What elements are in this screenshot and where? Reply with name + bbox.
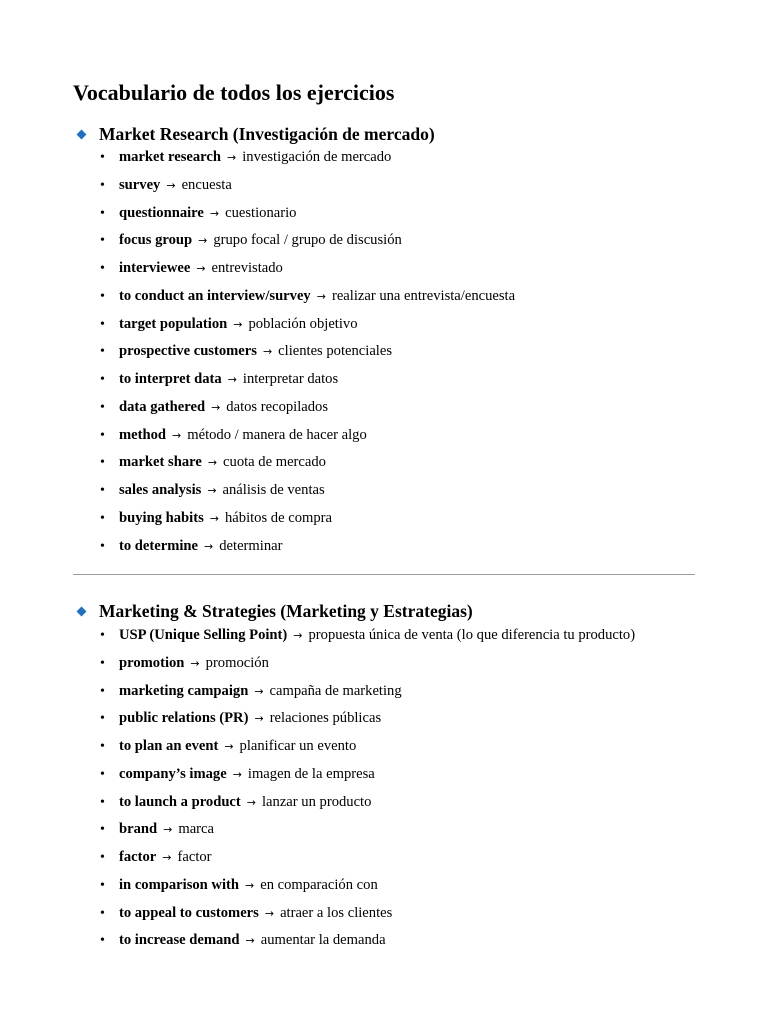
vocab-item <box>100 397 328 417</box>
vocab-term: brand <box>119 821 158 838</box>
section-divider <box>73 574 695 575</box>
vocab-item <box>100 480 325 500</box>
vocab-translation: hábitos de compra <box>225 509 332 526</box>
vocab-item <box>100 681 402 701</box>
bullet-icon: • <box>100 261 105 276</box>
bullet-icon: • <box>100 483 105 498</box>
vocab-translation: datos recopilados <box>226 398 329 415</box>
bullet-icon: • <box>100 233 105 249</box>
arrow-right-icon: → <box>316 289 326 303</box>
vocab-item <box>100 792 371 812</box>
arrow-right-icon: → <box>254 712 264 726</box>
bullet-icon: • <box>100 372 105 387</box>
bullet-icon: • <box>100 177 105 193</box>
vocab-term: interviewee <box>119 260 191 276</box>
arrow-right-icon: → <box>166 178 176 192</box>
bullet-icon: • <box>100 739 105 754</box>
vocab-item <box>100 875 378 895</box>
bullet-icon: • <box>100 877 105 893</box>
vocab-translation: investigación de mercado <box>242 149 392 165</box>
vocab-item <box>100 258 283 278</box>
vocab-term: to plan an event <box>119 738 219 754</box>
arrow-right-icon: → <box>245 934 255 948</box>
arrow-right-icon: → <box>163 823 173 837</box>
vocab-translation: análisis de ventas <box>222 482 325 498</box>
bullet-icon: • <box>100 399 105 415</box>
vocab-term: promotion <box>119 654 185 671</box>
vocab-term: to conduct an interview/survey <box>119 287 311 304</box>
vocab-term: public relations (PR) <box>119 710 249 727</box>
arrow-right-icon: → <box>254 684 264 698</box>
vocab-translation: imagen de la empresa <box>247 765 375 782</box>
vocab-term: to interpret data <box>119 371 222 387</box>
vocab-translation: lanzar un producto <box>262 793 372 810</box>
vocab-term: method <box>119 426 167 443</box>
vocab-translation: entrevistado <box>211 260 283 276</box>
vocab-term: company’s image <box>119 765 227 782</box>
bullet-icon: • <box>100 766 105 782</box>
arrow-right-icon: → <box>162 851 172 864</box>
vocab-item <box>100 452 326 472</box>
vocab-item <box>100 341 392 361</box>
vocab-item <box>100 369 338 389</box>
section-title: Marketing & Strategies (Marketing y Estrategias) <box>99 601 473 621</box>
vocab-translation: aumentar la demanda <box>260 932 386 949</box>
vocab-term: USP (Unique Selling Point) <box>119 627 288 643</box>
vocab-translation: cuota de mercado <box>223 454 326 471</box>
vocab-translation: interpretar datos <box>242 371 339 387</box>
arrow-right-icon: → <box>211 400 221 414</box>
vocab-item <box>100 847 212 867</box>
arrow-right-icon: → <box>245 878 255 892</box>
vocab-item <box>100 147 391 167</box>
vocab-term: buying habits <box>119 509 204 526</box>
bullet-icon: • <box>100 205 105 221</box>
bullet-icon: • <box>100 628 105 643</box>
arrow-right-icon: → <box>227 373 237 386</box>
bullet-icon: • <box>100 344 105 360</box>
vocab-item <box>100 653 269 673</box>
vocab-term: marketing campaign <box>119 682 249 699</box>
section-heading <box>78 600 473 622</box>
arrow-right-icon: → <box>190 656 200 670</box>
diamond-bullet-icon <box>77 606 87 616</box>
bullet-icon: • <box>100 150 105 165</box>
arrow-right-icon: → <box>172 428 182 442</box>
vocab-translation: relaciones públicas <box>269 710 382 727</box>
arrow-right-icon: → <box>224 740 234 753</box>
vocab-item <box>100 903 392 923</box>
vocab-term: sales analysis <box>119 482 202 498</box>
section-heading <box>78 123 435 145</box>
vocab-term: target population <box>119 315 228 332</box>
bullet-icon: • <box>100 288 105 304</box>
arrow-right-icon: → <box>196 262 206 275</box>
vocab-term: focus group <box>119 232 193 249</box>
bullet-icon: • <box>100 655 105 671</box>
vocab-translation: marca <box>178 821 214 838</box>
vocab-term: in comparison with <box>119 876 240 893</box>
vocab-translation: en comparación con <box>260 876 378 893</box>
vocab-translation: propuesta única de venta (lo que diferencia tu producto) <box>308 627 636 643</box>
vocab-term: market research <box>119 149 221 165</box>
arrow-right-icon: → <box>246 795 256 809</box>
bullet-icon: • <box>100 822 105 838</box>
arrow-right-icon: → <box>198 234 208 248</box>
arrow-right-icon: → <box>209 511 219 525</box>
vocab-item <box>100 314 358 334</box>
vocab-item <box>100 536 282 556</box>
arrow-right-icon: → <box>204 539 214 553</box>
bullet-icon: • <box>100 510 105 526</box>
vocab-translation: cuestionario <box>225 204 297 221</box>
arrow-right-icon: → <box>293 629 303 642</box>
vocab-item <box>100 425 367 445</box>
vocab-translation: atraer a los clientes <box>280 904 393 921</box>
vocab-translation: clientes potenciales <box>278 343 393 360</box>
vocab-term: to increase demand <box>119 932 240 949</box>
vocab-term: prospective customers <box>119 343 257 360</box>
vocab-term: market share <box>119 454 202 471</box>
bullet-icon: • <box>100 711 105 727</box>
vocab-term: questionnaire <box>119 204 204 221</box>
vocab-term: data gathered <box>119 398 206 415</box>
section-title: Market Research (Investigación de mercado) <box>99 124 435 144</box>
arrow-right-icon: → <box>233 317 243 331</box>
vocab-item <box>100 203 296 223</box>
vocab-item <box>100 708 381 728</box>
arrow-right-icon: → <box>232 767 242 781</box>
vocab-item <box>100 175 232 195</box>
vocab-term: to determine <box>119 537 199 554</box>
vocab-term: to launch a product <box>119 793 241 810</box>
vocab-item <box>100 930 386 950</box>
bullet-icon: • <box>100 538 105 554</box>
arrow-right-icon: → <box>262 345 273 359</box>
vocab-translation: factor <box>177 849 212 865</box>
vocab-item <box>100 230 402 250</box>
vocab-term: survey <box>119 176 161 193</box>
vocab-translation: grupo focal / grupo de discusión <box>213 232 402 249</box>
vocab-item <box>100 764 375 784</box>
bullet-icon: • <box>100 905 105 921</box>
vocab-translation: campaña de marketing <box>269 682 402 699</box>
arrow-right-icon: → <box>207 456 218 470</box>
bullet-icon: • <box>100 455 105 471</box>
vocab-translation: población objetivo <box>248 315 358 332</box>
vocab-item <box>100 819 214 839</box>
bullet-icon: • <box>100 316 105 332</box>
arrow-right-icon: → <box>209 206 220 220</box>
vocab-translation: encuesta <box>181 176 232 193</box>
bullet-icon: • <box>100 683 105 699</box>
vocab-term: to appeal to customers <box>119 904 259 921</box>
bullet-icon: • <box>100 794 105 810</box>
vocab-item <box>100 736 356 756</box>
vocab-translation: promoción <box>205 654 269 671</box>
vocab-item <box>100 286 515 306</box>
vocab-item <box>100 508 332 528</box>
diamond-bullet-icon <box>77 129 87 139</box>
vocab-item <box>100 625 635 645</box>
vocab-translation: determinar <box>219 537 283 554</box>
vocab-translation: planificar un evento <box>239 738 357 754</box>
vocab-translation: método / manera de hacer algo <box>187 426 367 443</box>
bullet-icon: • <box>100 427 105 443</box>
page-title: Vocabulario de todos los ejercicios <box>73 80 395 105</box>
vocab-term: factor <box>119 849 157 865</box>
bullet-icon: • <box>100 933 105 949</box>
arrow-right-icon: → <box>207 484 217 497</box>
arrow-right-icon: → <box>264 906 275 920</box>
vocab-translation: realizar una entrevista/encuesta <box>331 287 516 304</box>
arrow-right-icon: → <box>227 151 237 164</box>
bullet-icon: • <box>100 850 105 865</box>
